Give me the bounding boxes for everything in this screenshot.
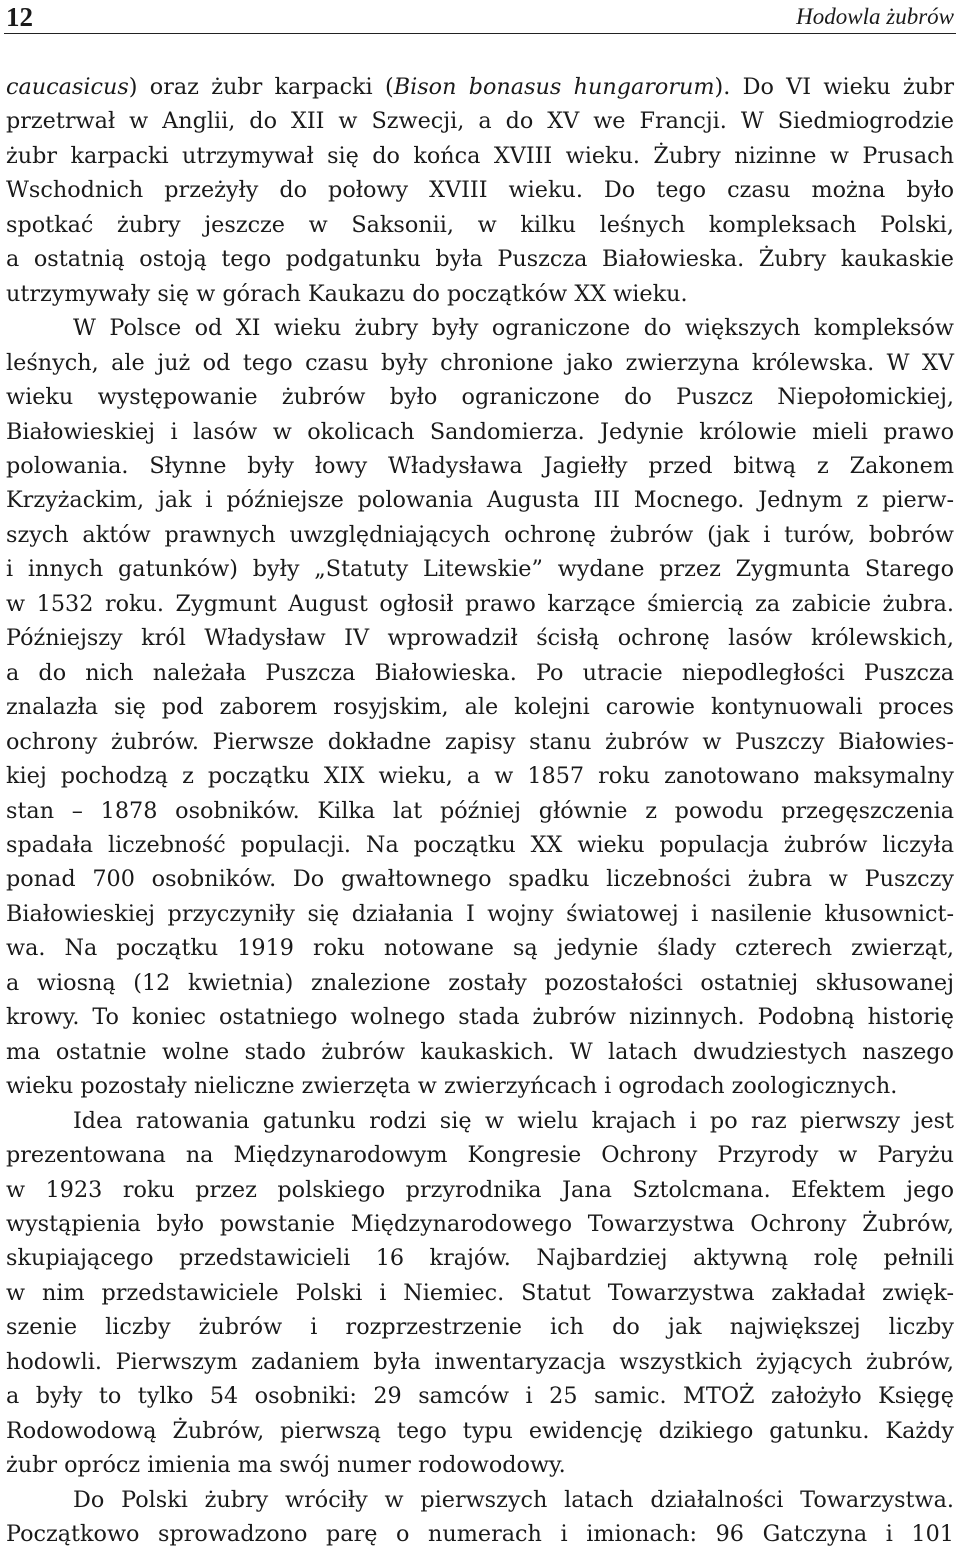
page-header [0, 0, 960, 36]
text-line: wieku pozostały nieliczne zwierzęta w zwierzyńcach i ogrodach zoologicznych. [6, 1073, 898, 1100]
running-title: Hodowla żubrów [796, 4, 954, 29]
text-line: krowy. To koniec ostatniego wolnego stada żubrów nizinnych. Podobną historię [6, 1004, 954, 1031]
text-line: Rodowodową Żubrów, pierwszą tego typu ewidencję dzikiego gatunku. Każdy [6, 1417, 954, 1444]
paragraph [6, 1483, 954, 1551]
text-line: wieku występowanie żubrów było ograniczone do Puszcz Niepołomickiej, [6, 384, 954, 411]
paragraph [6, 1104, 954, 1483]
text-line: w 1532 roku. Zygmunt August ogłosił prawo karzące śmiercią za zabicie żubra. [6, 590, 954, 617]
text-line: wystąpienia było powstanie Międzynarodowego Towarzystwa Ochrony Żubrów, [6, 1210, 954, 1237]
text-line: w nim przedstawiciele Polski i Niemiec. Statut Towarzystwa zakładał zwięk- [6, 1279, 954, 1306]
text-line: przetrwał w Anglii, do XII w Szwecji, a do XV we Francji. W Siedmiogrodzie [6, 108, 954, 135]
text-line: a były to tylko 54 osobniki: 29 samców i 25 samic. MTOŻ założyło Księgę [6, 1383, 954, 1410]
header-rule [4, 33, 956, 34]
text-line: Do Polski żubry wróciły w pierwszych latach działalności Towarzystwa. [73, 1486, 954, 1513]
text-line: ponad 700 osobników. Do gwałtownego spadku liczebności żubra w Puszczy [6, 866, 954, 893]
paragraph [6, 70, 954, 311]
paragraph [6, 311, 954, 1103]
text-line: Krzyżackim, jak i późniejsze polowania Augusta III Mocnego. Jednym z pierw- [6, 487, 954, 514]
text-line: spadała liczebność populacji. Na początku XX wieku populacja żubrów liczyła [6, 831, 954, 858]
text-line: szenie liczby żubrów i rozprzestrzenie ich do jak największej liczby [6, 1314, 954, 1341]
text-line: spotkać żubry jeszcze w Saksonii, w kilku leśnych kompleksach Polski, [6, 211, 954, 238]
text-line: polowania. Słynne były łowy Władysława Jagiełły przed bitwą z Zakonem [6, 452, 954, 479]
text-line: prezentowana na Międzynarodowym Kongresie Ochrony Przyrody w Paryżu [6, 1142, 954, 1169]
text-line: skupiającego przedstawicieli 16 krajów. Najbardziej aktywną rolę pełnili [6, 1245, 954, 1272]
text-line: w 1923 roku przez polskiego przyrodnika Jana Sztolcmana. Efektem jego [6, 1176, 954, 1203]
text-line: caucasicus) oraz żubr karpacki (Bison bonasus hungarorum). Do VI wieku żubr [6, 74, 955, 100]
text-line: i innych gatunków) były „Statuty Litewskie” wydane przez Zygmunta Starego [6, 556, 954, 583]
text-line: a ostatnią ostoją tego podgatunku była Puszcza Białowieska. Żubry kaukaskie [6, 246, 954, 273]
text-line: a do nich należała Puszcza Białowieska. Po utracie niepodległości Puszcza [6, 659, 954, 686]
text-line: hodowli. Pierwszym zadaniem była inwentaryzacja wszystkich żyjących żubrów, [6, 1348, 954, 1375]
text-line: Wschodnich przeżyły do połowy XVIII wieku. Do tego czasu można było [6, 177, 954, 204]
text-line: ochrony żubrów. Pierwsze dokładne zapisy stanu żubrów w Puszczy Białowies- [6, 728, 954, 755]
text-line: żubr karpacki utrzymywał się do końca XVIII wieku. Żubry nizinne w Prusach [6, 142, 954, 169]
page-number: 12 [6, 2, 33, 32]
text-line: kiej pochodzą z początku XIX wieku, a w 1857 roku zanotowano maksymalny [6, 763, 954, 790]
text-line: Początkowo sprowadzono parę o numerach i imionach: 96 Gatczyna i 101 [6, 1521, 954, 1548]
text-line: znalazła się pod zaborem rosyjskim, ale kolejni carowie kontynuowali proces [6, 694, 954, 721]
text-line: stan – 1878 osobników. Kilka lat później głównie z powodu przegęszczenia [6, 797, 954, 824]
text-line: Białowieskiej i lasów w okolicach Sandomierza. Jedynie królowie mieli prawo [6, 418, 954, 445]
text-line: leśnych, ale już od tego czasu były chronione jako zwierzyna królewska. W XV [6, 349, 954, 376]
text-line: szych aktów prawnych uwzględniających ochronę żubrów (jak i turów, bobrów [6, 521, 954, 548]
text-line: Idea ratowania gatunku rodzi się w wielu krajach i po raz pierwszy jest [73, 1107, 954, 1134]
text-line: Późniejszy król Władysław IV wprowadził ścisłą ochronę lasów królewskich, [6, 625, 954, 652]
text-line: Białowieskiej przyczyniły się działania I wojny światowej i nasilenie kłusownict- [6, 900, 954, 927]
text-line: utrzymywały się w górach Kaukazu do początków XX wieku. [6, 280, 688, 307]
text-line: wa. Na początku 1919 roku notowane są jedynie ślady czterech zwierząt, [6, 935, 954, 962]
text-line: a wiosną (12 kwietnia) znalezione zostały pozostałości ostatniej skłusowanej [6, 969, 954, 996]
text-line: ma ostatnie wolne stado żubrów kaukaskich. W latach dwudziestych naszego [6, 1038, 954, 1065]
text-line: żubr oprócz imienia ma swój numer rodowodowy. [6, 1452, 566, 1479]
text-line: W Polsce od XI wieku żubry były ograniczone do większych kompleksów [73, 315, 954, 342]
body-text [6, 70, 954, 1551]
